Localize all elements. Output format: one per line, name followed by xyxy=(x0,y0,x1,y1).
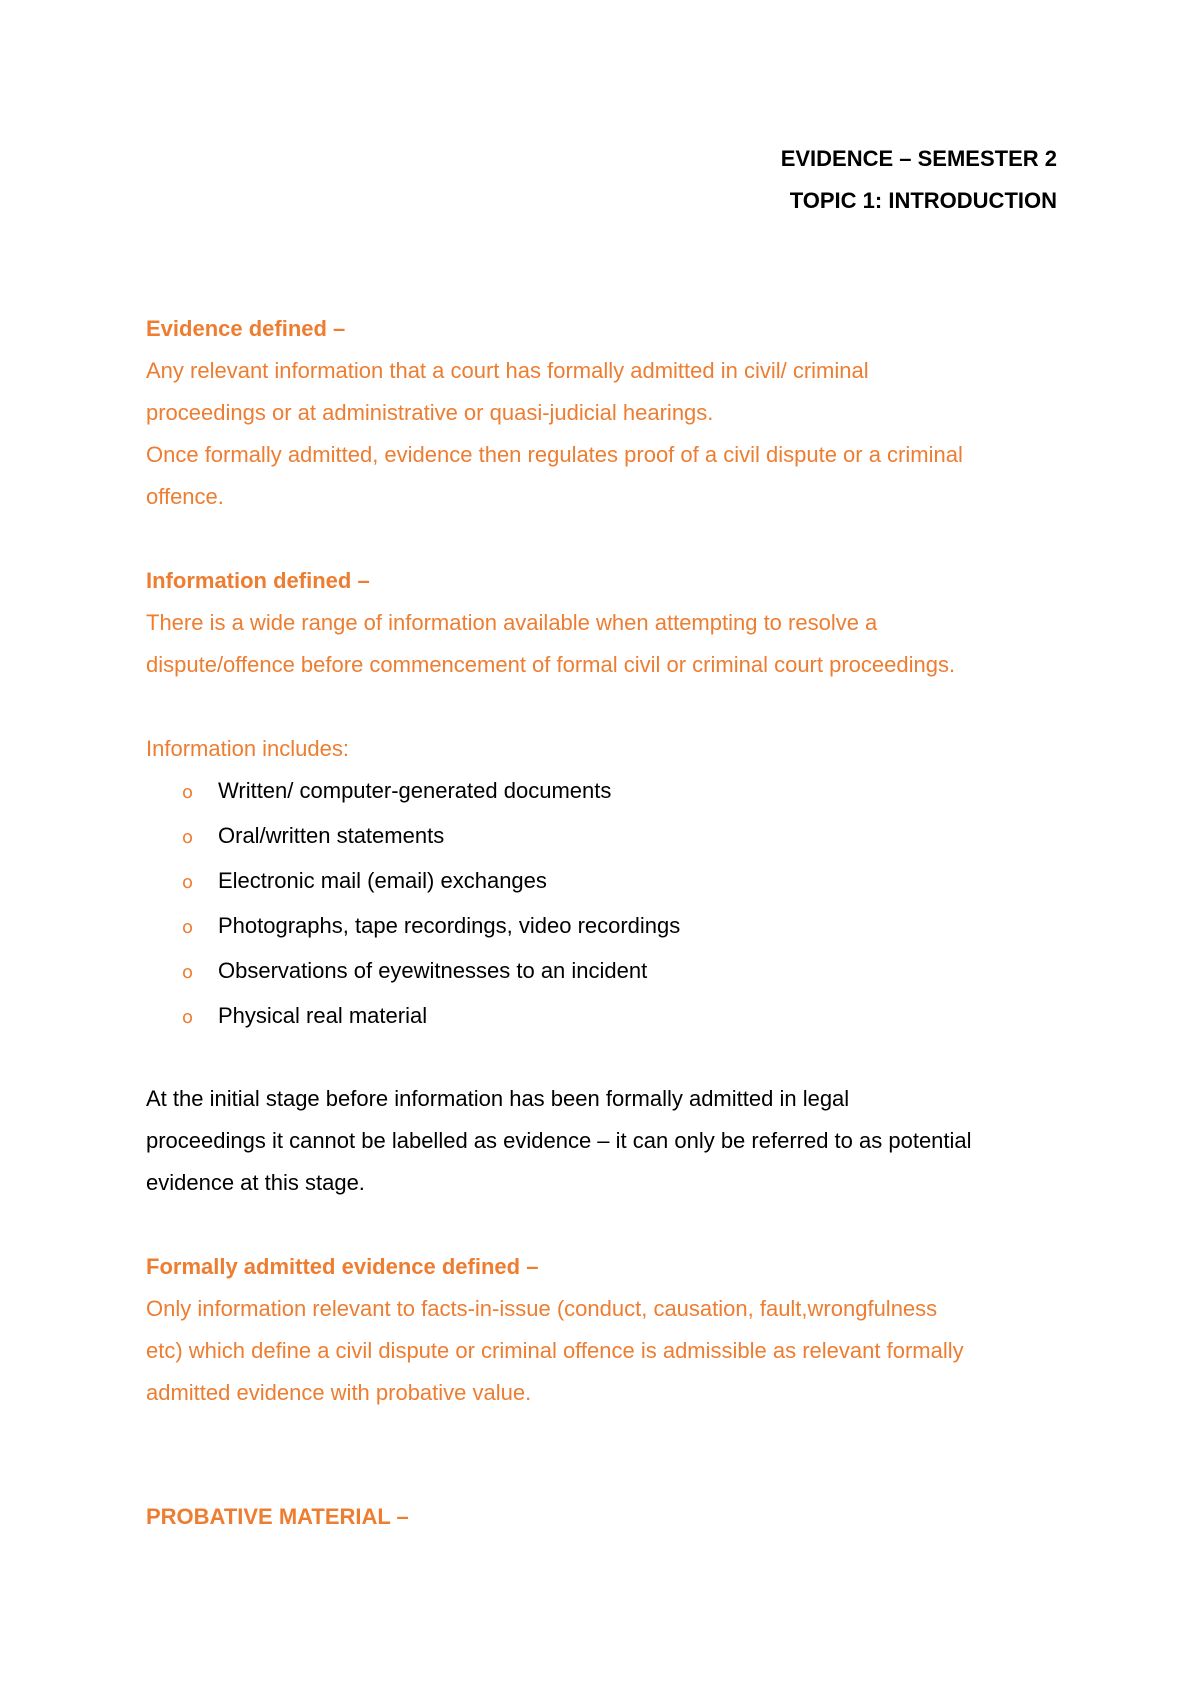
paragraph-line: admitted evidence with probative value. xyxy=(146,1380,532,1405)
information-list xyxy=(146,768,1046,1038)
list-item-text: Oral/written statements xyxy=(218,823,445,848)
list-item xyxy=(146,858,1046,903)
section-heading: Evidence defined – xyxy=(146,316,346,341)
paragraph-line: Once formally admitted, evidence then regulates proof of a civil dispute or a criminal xyxy=(146,442,963,467)
paragraph-line: etc) which define a civil dispute or criminal offence is admissible as relevant formally xyxy=(146,1338,964,1363)
section-evidence-defined xyxy=(146,308,1066,518)
bullet-icon: o xyxy=(182,1007,194,1028)
bullet-icon: o xyxy=(182,917,194,938)
section-heading: Formally admitted evidence defined – xyxy=(146,1254,539,1279)
list-item xyxy=(146,993,1046,1038)
list-item-text: Electronic mail (email) exchanges xyxy=(218,868,547,893)
section-heading: PROBATIVE MATERIAL – xyxy=(146,1504,409,1529)
bullet-icon: o xyxy=(182,962,194,983)
section-information-includes xyxy=(146,728,1066,770)
list-item xyxy=(146,948,1046,993)
document-title: EVIDENCE – SEMESTER 2 xyxy=(780,146,1057,171)
paragraph-line: dispute/offence before commencement of formal civil or criminal court proceedings. xyxy=(146,652,956,677)
list-intro: Information includes: xyxy=(146,736,349,761)
paragraph-line: Only information relevant to facts-in-issue (conduct, causation, fault,wrongfulness xyxy=(146,1296,938,1321)
list-item-text: Written/ computer-generated documents xyxy=(218,778,612,803)
bullet-icon: o xyxy=(182,872,194,893)
list-item-text: Observations of eyewitnesses to an incident xyxy=(218,958,648,983)
document-subtitle: TOPIC 1: INTRODUCTION xyxy=(789,188,1057,213)
section-initial-stage xyxy=(146,1078,1066,1204)
section-probative-material xyxy=(146,1496,1066,1538)
list-item-text: Physical real material xyxy=(218,1003,428,1028)
bullet-icon: o xyxy=(182,782,194,803)
paragraph-line: At the initial stage before information has been formally admitted in legal xyxy=(146,1086,850,1111)
paragraph-line: evidence at this stage. xyxy=(146,1170,365,1195)
bullet-icon: o xyxy=(182,827,194,848)
list-item-text: Photographs, tape recordings, video recordings xyxy=(218,913,681,938)
section-information-defined xyxy=(146,560,1066,686)
paragraph-line: offence. xyxy=(146,484,224,509)
section-heading: Information defined – xyxy=(146,568,370,593)
section-formally-admitted xyxy=(146,1246,1066,1414)
list-item xyxy=(146,903,1046,948)
paragraph-line: proceedings it cannot be labelled as evidence – it can only be referred to as potential xyxy=(146,1128,972,1153)
list-item xyxy=(146,813,1046,858)
paragraph-line: There is a wide range of information available when attempting to resolve a xyxy=(146,610,878,635)
list-item xyxy=(146,768,1046,813)
paragraph-line: Any relevant information that a court has formally admitted in civil/ criminal xyxy=(146,358,869,383)
paragraph-line: proceedings or at administrative or quasi-judicial hearings. xyxy=(146,400,714,425)
